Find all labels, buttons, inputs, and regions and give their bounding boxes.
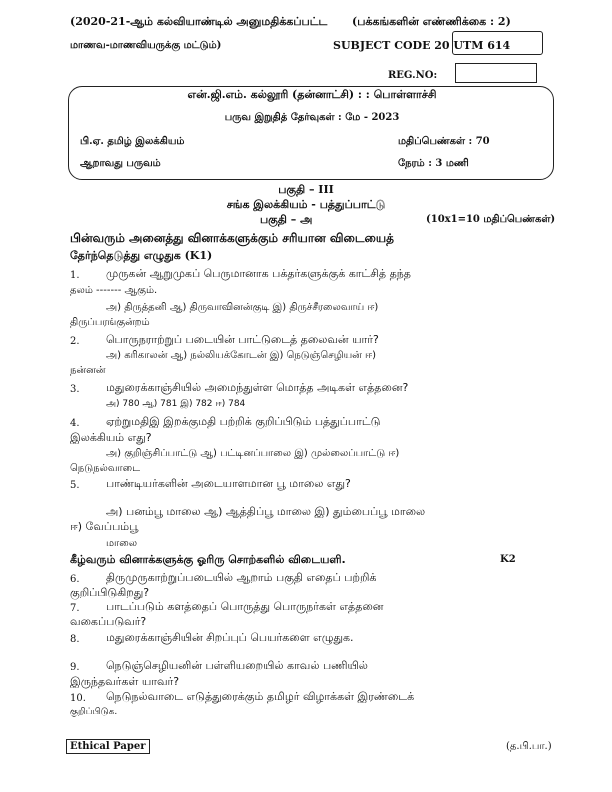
- paper-title: சங்க இலக்கியம் - பத்துப்பாட்டு: [226, 198, 386, 211]
- question-number: 9.: [70, 662, 80, 673]
- header-line2-left: மாணவ-மாணவியருக்கு மட்டும்): [70, 40, 222, 51]
- question-number: 4.: [70, 418, 80, 429]
- question-number: 2.: [70, 336, 80, 347]
- ethical-paper-label: Ethical Paper: [66, 739, 150, 754]
- header-line1-left: (2020-21-ஆம் கல்வியாண்டில் அனுமதிக்கப்பட்ட: [70, 15, 328, 28]
- question-options-cont: நன்னன்: [70, 365, 106, 376]
- instruction-line2: தேர்ந்தெடுத்து எழுதுக (K1): [70, 249, 213, 262]
- reg-no-label: REG.NO:: [388, 70, 438, 81]
- subject-code-box: [452, 31, 543, 55]
- question-text: முருகன் ஆறுமுகப் பெருமானாக பக்தர்களுக்குக் காட்சித் தந்த: [106, 267, 411, 280]
- question-text-cont: குறிப்பிடுக.: [70, 707, 118, 717]
- course-name: பி.ஏ. தமிழ் இலக்கியம்: [80, 136, 185, 147]
- question-number: 8.: [70, 634, 80, 645]
- question-text: பாடப்படும் களத்தைப் பொருத்து பொருநர்கள் எத்தனை: [106, 600, 384, 613]
- part-title: பகுதி – III: [278, 183, 334, 196]
- question-text: பாண்டியர்களின் அடையாளமான பூ மாலை எது?: [106, 477, 351, 490]
- question-text: திருமுருகாற்றுப்படையில் ஆறாம் பகுதி எதைப் பற்றிக்: [106, 571, 377, 584]
- question-text: மதுரைக்காஞ்சியின் சிறப்புப் பெயர்களை எழுதுக.: [106, 631, 354, 644]
- question-text: பொருநராற்றுப் படையின் பாட்டுடைத் தலைவன் யார்?: [106, 333, 379, 346]
- question-text-cont: தலம் ------- ஆகும்.: [70, 285, 158, 296]
- question-options: அ) 780 ஆ) 781 இ) 782 ஈ) 784: [106, 399, 246, 409]
- header-page-count: (பக்கங்களின் எண்ணிக்கை : 2): [352, 15, 511, 28]
- reg-no-box: [455, 63, 537, 83]
- question-options-cont: ஈ) வேப்பம்பூ: [70, 520, 139, 533]
- question-options: அ) பனம்பூ மாலை ஆ) ஆத்திப்பூ மாலை இ) தும்பைப்பூ மாலை: [106, 505, 426, 518]
- question-text-cont: குறிப்பிடுகிறது?: [70, 586, 150, 599]
- question-options-cont: நெடுநல்வாடை: [70, 463, 141, 474]
- question-text-cont: வகைப்படுவர்?: [70, 615, 147, 628]
- question-options: அ) திருத்தனி ஆ) திருவாவினன்குடி இ) திருச்சீரலைவாய் ஈ): [106, 302, 379, 313]
- question-number: 5.: [70, 480, 80, 491]
- exam-name: பருவ இறுதித் தேர்வுகள் : மே - 2023: [224, 112, 400, 123]
- semester: ஆறாவது பருவம்: [80, 158, 161, 169]
- question-text: நெடுநல்வாடை எடுத்துரைக்கும் தமிழர் விழாக்கள் இரண்டைக்: [106, 690, 415, 703]
- question-text-cont: இருந்தவர்கள் யாவர்?: [70, 675, 180, 688]
- question-options-cont: மாலை: [106, 538, 138, 549]
- question-options: அ) குறிஞ்சிப்பாட்டு ஆ) பட்டினப்பாலை இ) முல்லைப்பாட்டு ஈ): [106, 448, 400, 459]
- section2-level: K2: [500, 554, 516, 565]
- question-text: நெடுஞ்செழியனின் பள்ளியறையில் காவல் பணியில்: [106, 659, 368, 672]
- sub-part-title: பகுதி – அ: [260, 213, 313, 226]
- section2-instruction: கீழ்வரும் வினாக்களுக்கு ஓரிரு சொற்களில் விடையளி.: [70, 553, 346, 566]
- instruction-line1: பின்வரும் அனைத்து வினாக்களுக்கும் சரியான விடையைத்: [70, 231, 394, 245]
- question-options: அ) கரிகாலன் ஆ) நல்லியக்கோடன் இ) நெடுஞ்செழியன் ஈ): [106, 350, 376, 361]
- question-number: 1.: [70, 270, 80, 281]
- sub-part-marks: (10x1=10 மதிப்பெண்கள்): [426, 214, 556, 225]
- question-number: 10.: [70, 693, 86, 704]
- question-text-cont: இலக்கியம் எது?: [70, 431, 152, 444]
- question-text: ஏற்றுமதிஇ இறக்குமதி பற்றிக் குறிப்பிடும் பத்துப்பாட்டு: [106, 415, 381, 428]
- question-number: 6.: [70, 574, 80, 585]
- question-number: 7.: [70, 603, 80, 614]
- question-text: மதுரைக்காஞ்சியில் அமைந்துள்ள மொத்த அடிகள் எத்தனை?: [106, 381, 409, 394]
- question-options-cont: திருப்பரங்குன்றம்: [70, 317, 150, 328]
- question-number: 3.: [70, 384, 80, 395]
- max-marks: மதிப்பெண்கள் : 70: [398, 136, 490, 147]
- college-name: என்.ஜி.எம். கல்லூரி (தன்னாட்சி) : : பொள்ளாச்சி: [187, 88, 437, 101]
- exam-time: நேரம் : 3 மணி: [398, 158, 469, 169]
- subject-code: SUBJECT CODE 20 UTM 614: [333, 39, 511, 52]
- please-turn-over: (த.பி.பா.): [506, 741, 552, 752]
